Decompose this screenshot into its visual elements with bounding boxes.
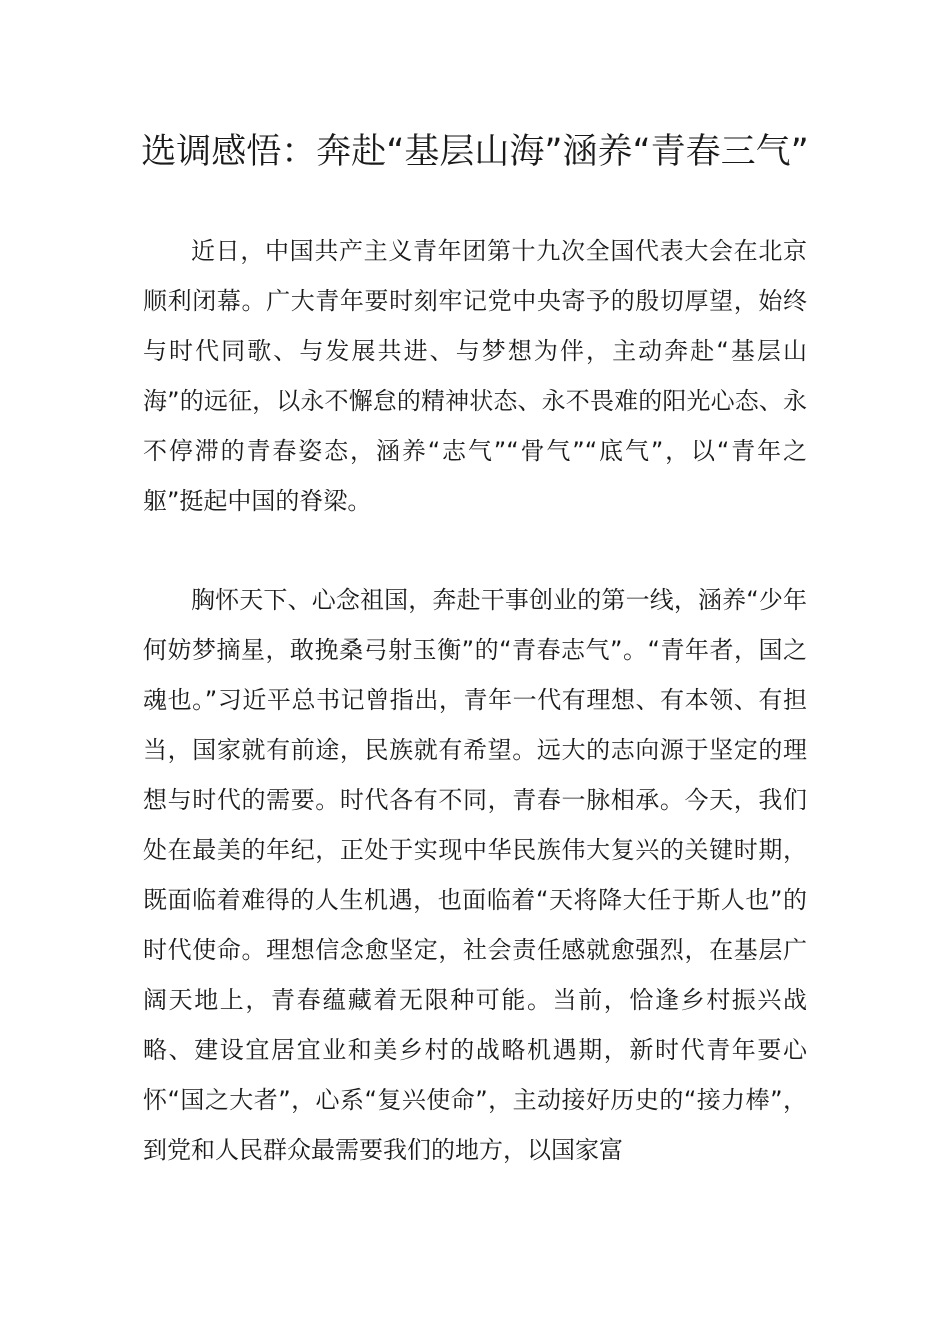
paragraph-aspiration: 胸怀天下、心念祖国，奔赴干事创业的第一线，涵养“少年何妨梦摘星，敢挽桑弓射玉衡”的“青春志气”。“青年者，国之魂也。”习近平总书记曾指出，青年一代有理想、有本领、有担当，国家就有前途，民族就有希望。远大的志向源于坚定的理想与时代的需要。时代各有不同，青春一脉相承。今天，我们处在最美的年纪，正处于实现中华民族伟大复兴的关键时期，既面临着难得的人生机遇，也面临着“天将降大任于斯人也”的时代使命。理想信念愈坚定，社会责任感就愈强烈，在基层广阔天地上，青春蕴藏着无限种可能。当前，恰逢乡村振兴战略、建设宜居宜业和美乡村的战略机遇期，新时代青年要心怀“国之大者”，心系“复兴使命”，主动接好历史的“接力棒”，到党和人民群众最需要我们的地方，以国家富 (143, 586, 807, 1164)
document-title: 选调感悟：奔赴“基层山海”涵养“青春三气” (141, 132, 809, 172)
paragraph-intro: 近日，中国共产主义青年团第十九次全国代表大会在北京顺利闭幕。广大青年要时刻牢记党中央寄予的殷切厚望，始终与时代同歌、与发展共进、与梦想为伴，主动奔赴“基层山海”的远征，以永不懈怠的精神状态、永不畏难的阳光心态、永不停滞的青春姿态，涵养“志气”“骨气”“底气”，以“青年之躯”挺起中国的脊梁。 (143, 237, 807, 515)
